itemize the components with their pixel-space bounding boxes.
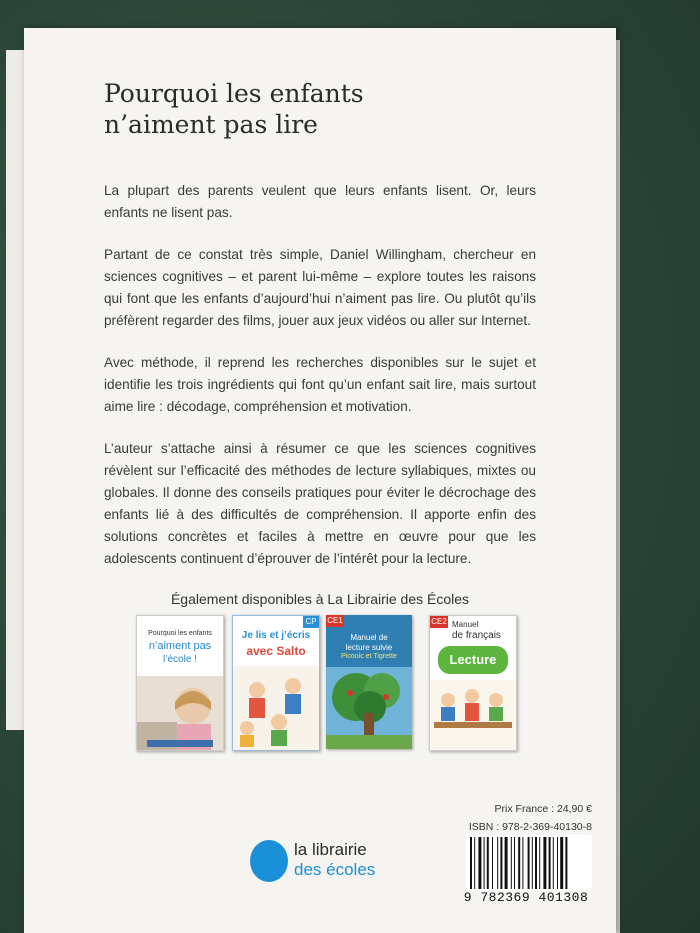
blurb-paragraph: L’auteur s’attache ainsi à résumer ce que les sciences cognitives révèlent sur l’efficacité des méthodes de lecture syllabiques, mixtes ou globales. Il donne des conseils pratiques pour éviter le décrochage des enfants lié à des difficultés de compréhension. Il apporte enfin des solutions concrètes et faciles à mettre en œuvre pour que les adolescents continuent d’éprouver de l’intérêt pour la lecture. bbox=[104, 441, 536, 566]
children-illustration-icon bbox=[233, 666, 319, 750]
isbn: ISBN : 978-2-369-40130-8 bbox=[468, 821, 592, 833]
book-title-line: Manuel de bbox=[350, 633, 388, 642]
tree-illustration-icon bbox=[326, 667, 412, 749]
grade-badge: CE1 bbox=[327, 616, 343, 625]
book-title-line: de français bbox=[452, 630, 501, 641]
title-line-1: Pourquoi les enfants bbox=[104, 79, 364, 108]
book-cover-thumbnail bbox=[429, 615, 517, 751]
blurb-paragraph: Avec méthode, il reprend les recherches disponibles sur le sujet et identifie les trois ingrédients qui font qu’un enfant sait lire, mais surtout aime lire : décodage, compréhension et motivation. bbox=[104, 355, 536, 414]
publisher-name-line-1: la librairie bbox=[294, 840, 367, 859]
price: Prix France : 24,90 € bbox=[494, 803, 592, 815]
blurb-paragraph: Partant de ce constat très simple, Daniel Willingham, chercheur en sciences cognitives – et parent lui-même – explore toutes les raisons qui font que les enfants d’aujourd’hui n’aiment pas lire. Ou plutôt qu’ils préfèrent regarder des films, jouer aux jeux vidéos ou aller sur Internet. bbox=[104, 247, 536, 328]
book-title-line: Manuel bbox=[452, 620, 479, 629]
child-photo-icon bbox=[137, 676, 223, 750]
book-title bbox=[104, 78, 524, 140]
related-books bbox=[136, 615, 516, 755]
book-title-line: lecture suivie bbox=[345, 643, 393, 652]
book-title-line: Pourquoi les enfants bbox=[148, 630, 212, 637]
book-title-line: n’aiment pas bbox=[148, 640, 212, 652]
title-line-2: n’aiment pas lire bbox=[104, 110, 318, 139]
page-edge-left bbox=[6, 50, 24, 730]
also-available-heading: Également disponibles à La Librairie des Écoles bbox=[170, 591, 470, 607]
grade-badge: CP bbox=[303, 616, 319, 628]
price-info bbox=[440, 800, 592, 836]
book-title-line: avec Salto bbox=[246, 644, 306, 658]
book-title-line: Lecture bbox=[438, 646, 508, 674]
book-cover-thumbnail bbox=[232, 615, 320, 751]
publisher-logo bbox=[250, 838, 410, 888]
book-cover-thumbnail bbox=[136, 615, 224, 751]
barcode-icon bbox=[466, 835, 592, 891]
book-title-line: l’école ! bbox=[163, 654, 197, 665]
publisher-logo-icon bbox=[250, 840, 288, 882]
book-cover-thumbnail bbox=[326, 615, 412, 749]
classroom-illustration-icon bbox=[430, 680, 516, 750]
barcode-number: 9 782369 401308 bbox=[463, 890, 589, 905]
book-title-line: Picouic et Tigrette bbox=[341, 653, 397, 660]
book-title-line: Je lis et j’écris bbox=[241, 630, 311, 641]
blurb-paragraph: La plupart des parents veulent que leurs enfants lisent. Or, leurs enfants ne lisent pas. bbox=[104, 183, 536, 220]
publisher-name-line-2: des écoles bbox=[294, 860, 376, 879]
blurb bbox=[104, 180, 536, 590]
grade-badge: CE2 bbox=[431, 617, 447, 626]
